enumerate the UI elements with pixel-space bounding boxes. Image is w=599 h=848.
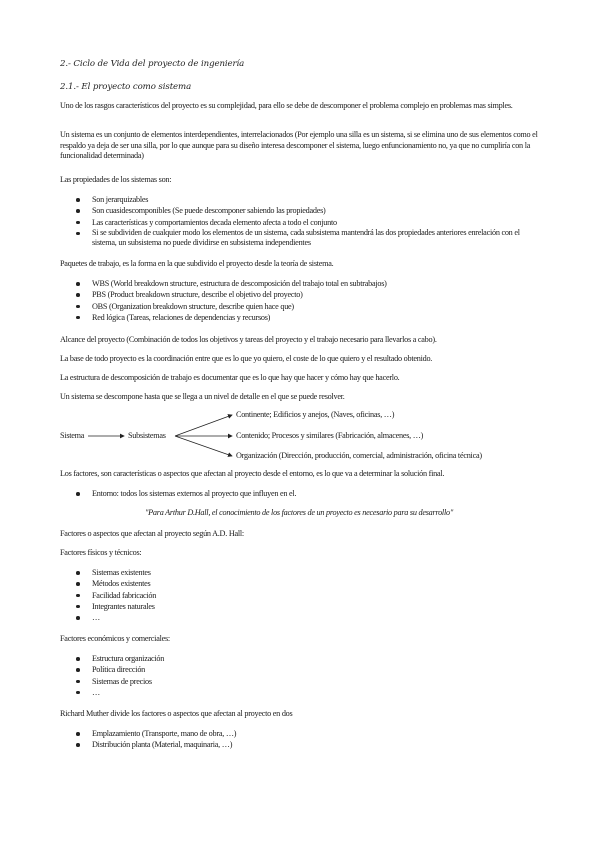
paragraph-breakdown: La estructura de descomposición de trabajo es documentar que es lo que hay que hacer y cómo hay que hacerlo. bbox=[60, 373, 400, 382]
subsection-heading: 2.1.- El proyecto como sistema bbox=[60, 82, 192, 92]
muther-factors-list bbox=[76, 728, 236, 751]
list-item: Integrantes naturales bbox=[76, 601, 156, 612]
list-item: OBS (Organization breakdown structure, describe quien hace que) bbox=[76, 301, 387, 312]
paragraph-scope: Alcance del proyecto (Combinación de todos los objetivos y tareas del proyecto y el trabajo necesario para llevarlos a cabo). bbox=[60, 335, 437, 344]
paragraph-muther: Richard Muther divide los factores o aspectos que afectan al proyecto en dos bbox=[60, 709, 293, 718]
list-item: Distribución planta (Material, maquinaria, …) bbox=[76, 739, 236, 750]
diagram-branch-contenido: Contenido; Procesos y similares (Fabricación, almacenes, …) bbox=[236, 431, 424, 440]
list-item: Emplazamiento (Transporte, mano de obra, …) bbox=[76, 728, 236, 739]
paragraph-work-packages: Paquetes de trabajo, es la forma en la que subdivido el proyecto desde la teoría de sistema. bbox=[60, 259, 334, 268]
list-item: Son cuasidescomponibles (Se puede descomponer sabiendo las propiedades) bbox=[76, 205, 532, 216]
paragraph-decomposition: Un sistema se descompone hasta que se llega a un nivel de detalle en el que se puede resolver. bbox=[60, 392, 345, 401]
diagram-branch-organizacion: Organización (Dirección, producción, comercial, administración, oficina técnica) bbox=[236, 451, 482, 460]
list-item: Métodos existentes bbox=[76, 578, 156, 589]
arrow-to-continente bbox=[175, 415, 232, 436]
list-item: Si se subdividen de cualquier modo los elementos de un sistema, cada subsistema mantendrá las dos propiedades anteriores enrelación con el sistema, un subsistema no puede dividirse en subsistema independientes bbox=[76, 228, 532, 249]
diagram-root-label: Sistema bbox=[60, 431, 85, 440]
list-item: … bbox=[76, 687, 164, 698]
paragraph-system-definition: Un sistema es un conjunto de elementos interdependientes, interrelacionados (Por ejemplo una silla es un sistema, si se elimina uno de sus elementos como el respaldo ya deja de ser una silla, por lo que aunque para su diseño interesa descomponer el sistema, luego enfuncionamiento no, ya que no cumpliría con la funcionalidad determinada) bbox=[60, 130, 538, 161]
paragraph-properties-intro: Las propiedades de los sistemas son: bbox=[60, 175, 172, 184]
quote-hall: "Para Arthur D.Hall, el conocimiento de los factores de un proyecto es necesario para su desarrollo" bbox=[144, 508, 454, 517]
list-item: Sistemas existentes bbox=[76, 567, 156, 578]
list-item: Las características y comportamientos decada elemento afecta a todo el conjunto bbox=[76, 217, 532, 228]
paragraph-coordination: La base de todo proyecto es la coordinación entre que es lo que yo quiero, el coste de lo que quiero y el resultado obtenido. bbox=[60, 354, 433, 363]
paragraph-hall-factors: Factores o aspectos que afectan al proyecto según A.D. Hall: bbox=[60, 529, 244, 538]
paragraph-economic-factors: Factores económicos y comerciales: bbox=[60, 634, 170, 643]
section-heading: 2.- Ciclo de Vida del proyecto de ingeniería bbox=[60, 59, 245, 69]
paragraph-physical-factors: Factores físicos y técnicos: bbox=[60, 548, 142, 557]
list-item: PBS (Product breakdown structure, describe el objetivo del proyecto) bbox=[76, 289, 387, 300]
list-item: WBS (World breakdown structure, estructura de descomposición del trabajo total en subtrabajos) bbox=[76, 278, 387, 289]
list-item: … bbox=[76, 612, 156, 623]
physical-factors-list bbox=[76, 567, 156, 623]
environment-list bbox=[76, 488, 296, 499]
list-item: Red lógica (Tareas, relaciones de dependencias y recursos) bbox=[76, 312, 387, 323]
arrow-to-organizacion bbox=[175, 436, 232, 456]
paragraph-factors: Los factores, son características o aspectos que afectan al proyecto desde el entorno, es lo que va a determinar la solución final. bbox=[60, 469, 445, 478]
list-item: Estructura organización bbox=[76, 653, 164, 664]
list-item: Sistemas de precios bbox=[76, 676, 164, 687]
list-item: Política dirección bbox=[76, 664, 164, 675]
list-item: Son jerarquizables bbox=[76, 194, 532, 205]
paragraph-complexity: Uno de los rasgos característicos del proyecto es su complejidad, para ello se debe de descomponer el problema complejo en problemas mas simples. bbox=[60, 101, 513, 110]
list-item: Entorno: todos los sistemas externos al proyecto que influyen en el. bbox=[76, 488, 296, 499]
list-item: Facilidad fabricación bbox=[76, 590, 156, 601]
diagram-branch-continente: Continente; Edificios y anejos, (Naves, oficinas, …) bbox=[236, 410, 395, 419]
diagram-middle-label: Subsistemas bbox=[128, 431, 166, 440]
economic-factors-list bbox=[76, 653, 164, 698]
